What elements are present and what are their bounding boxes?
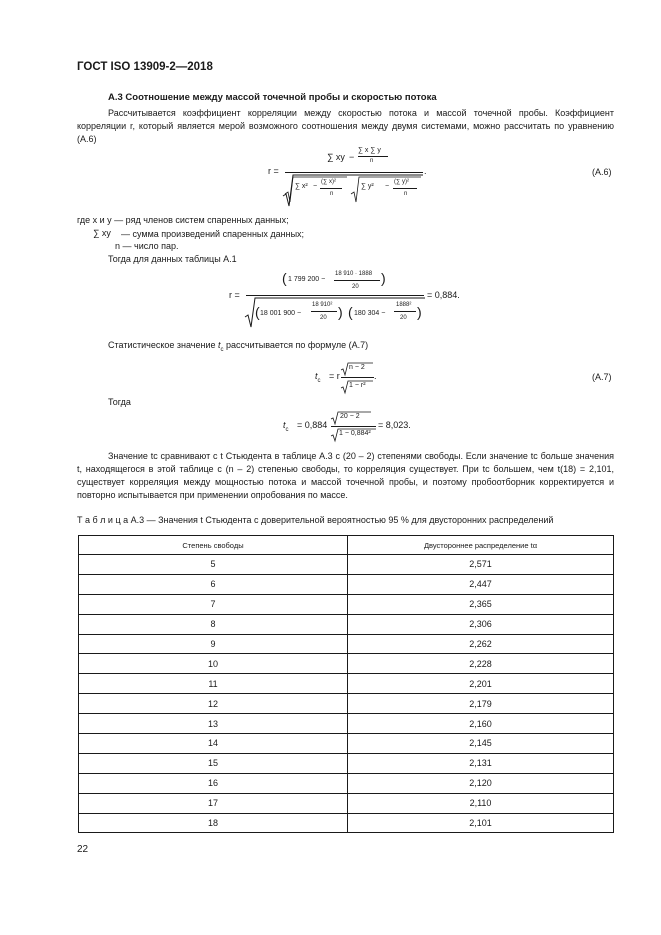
- cell-t-value: 2,110: [348, 793, 614, 813]
- eq-a6-den-n2: n: [404, 191, 408, 197]
- r-calc-lhs: r =: [229, 290, 240, 300]
- where-line-1: где x и y — ряд членов систем спаренных данных;: [77, 215, 289, 225]
- eq-a6-sum-x-squared: (∑ x)²: [321, 179, 336, 185]
- conclusion-text: Значение tc сравнивают с t Стьюдента в таблице А.3 с (20 – 2) степенями свободы. Если значение tc больше значения t, находящегося в этой таблице с (n – 2) степенью свободы, то корреляция существует. При tc большем, чем t(18) = 2,101, существует корреляция между мощностью потока и массой точечной пробы, и поэтому пробоотборник корректируется и повторно испытывается при применении опробования по массе.: [77, 451, 614, 500]
- cell-degrees: 5: [79, 555, 348, 575]
- cell-t-value: 2,306: [348, 614, 614, 634]
- where-sum-xy: ∑ xy: [93, 228, 111, 238]
- eq-a6-main-fraction-line: [285, 172, 423, 173]
- eq-a7-den: 1 − r²: [349, 382, 366, 389]
- table-row: [79, 734, 614, 754]
- page-number: 22: [77, 844, 89, 855]
- cell-degrees: 10: [79, 654, 348, 674]
- r-calc-num-frac-bot: 20: [352, 284, 359, 290]
- cell-t-value: 2,131: [348, 753, 614, 773]
- then-text: Тогда: [108, 397, 131, 407]
- conclusion-paragraph: [77, 450, 614, 502]
- r-calc-num-a: 1 799 200 −: [288, 276, 326, 283]
- eq-a6-num-minus: −: [349, 152, 355, 162]
- eq-a7-label: (А.7): [592, 372, 612, 382]
- table-row: [79, 674, 614, 694]
- r-calc-main-fraction-line: [246, 295, 424, 296]
- eq-a6-sum-x2: ∑ x²: [295, 183, 308, 190]
- cell-degrees: 9: [79, 634, 348, 654]
- eq-a6-lhs: r =: [268, 166, 279, 176]
- table-row: [79, 694, 614, 714]
- r-calc-num-frac-top: 18 910 · 1888: [335, 271, 373, 277]
- table-row: [79, 634, 614, 654]
- cell-degrees: 6: [79, 574, 348, 594]
- intro-text: Рассчитывается коэффициент корреляции между скоростью потока и массой точечной пробы. Коэффициент корреляции r, который является мерой возможного соотношения между двумя системами, можно рассчитать по уравнению (А.6): [77, 108, 614, 144]
- table-row: [79, 773, 614, 793]
- cell-t-value: 2,145: [348, 734, 614, 754]
- t-calc-num: 20 − 2: [340, 413, 360, 420]
- table-caption-text: — Значения t Стьюдента с доверительной вероятностью 95 % для двусторонних распределений: [144, 515, 554, 525]
- where-line-2: — сумма произведений спаренных данных;: [121, 229, 305, 239]
- table-row: [79, 793, 614, 813]
- intro-paragraph: [77, 107, 614, 146]
- table-row: [79, 574, 614, 594]
- cell-degrees: 14: [79, 734, 348, 754]
- then-table-text: Тогда для данных таблицы А.1: [108, 254, 237, 264]
- cell-degrees: 16: [79, 773, 348, 793]
- table-row: [79, 594, 614, 614]
- table-row: [79, 614, 614, 634]
- cell-t-value: 2,571: [348, 555, 614, 575]
- section-title: А.3 Соотношение между массой точечной пробы и скоростью потока: [108, 92, 437, 103]
- cell-degrees: 7: [79, 594, 348, 614]
- cell-degrees: 8: [79, 614, 348, 634]
- r-calc-den-b-bot: 20: [400, 315, 407, 321]
- eq-a6-num-n: n: [370, 158, 374, 164]
- eq-a7-eq: = r: [329, 371, 340, 381]
- column-header-distribution: Двустороннее распределение tα: [348, 536, 614, 555]
- cell-t-value: 2,201: [348, 674, 614, 694]
- t-calc-result: = 8,023.: [378, 420, 411, 430]
- cell-t-value: 2,365: [348, 594, 614, 614]
- table-header-row: [79, 536, 614, 555]
- t-calc-eq: = 0,884: [297, 420, 328, 430]
- cell-t-value: 2,262: [348, 634, 614, 654]
- eq-a7-num: n − 2: [349, 364, 365, 371]
- eq-a7-lhs: $t_c$: [315, 371, 321, 384]
- document-header: ГОСТ ISO 13909-2—2018: [77, 61, 213, 73]
- eq-a6-sum-y2: ∑ y²: [361, 183, 374, 190]
- cell-t-value: 2,120: [348, 773, 614, 793]
- cell-degrees: 13: [79, 714, 348, 734]
- r-calc-den-b-top: 1888²: [396, 302, 412, 308]
- table-row: [79, 753, 614, 773]
- cell-t-value: 2,228: [348, 654, 614, 674]
- cell-degrees: 18: [79, 813, 348, 833]
- stat-text: Статистическое значение $t_c$ рассчитывается по формуле (А.7): [108, 340, 369, 353]
- eq-a6-sum-y-squared: (∑ y)²: [394, 179, 409, 185]
- r-calc-den-a-top: 18 910²: [312, 302, 333, 308]
- table-caption-prefix: Т а б л и ц а А.3: [77, 515, 145, 525]
- cell-t-value: 2,101: [348, 813, 614, 833]
- r-calc-den-b: 180 304 −: [354, 310, 386, 317]
- column-header-degrees: Степень свободы: [79, 536, 348, 555]
- table-row: [79, 813, 614, 833]
- cell-degrees: 15: [79, 753, 348, 773]
- eq-a6-left-radical: [285, 176, 347, 204]
- cell-t-value: 2,160: [348, 714, 614, 734]
- table-row: [79, 654, 614, 674]
- t-calc-den: 1 − 0,884²: [339, 430, 371, 437]
- cell-degrees: 11: [79, 674, 348, 694]
- eq-a6-right-radical: [351, 176, 421, 204]
- table-body: [79, 555, 614, 833]
- eq-a6-sum-x-sum-y: ∑ x ∑ y: [358, 147, 381, 154]
- t-calc-lhs: $t_c$: [283, 420, 289, 433]
- r-calc-den-a-bot: 20: [320, 315, 327, 321]
- eq-a6-label: (А.6): [592, 167, 612, 177]
- table-caption: [77, 515, 553, 525]
- r-calc-result: = 0,884.: [427, 290, 460, 300]
- where-line-3: n — число пар.: [115, 241, 179, 251]
- eq-a6-sum-xy: ∑ xy: [327, 152, 345, 162]
- cell-degrees: 17: [79, 793, 348, 813]
- table-row: [79, 714, 614, 734]
- r-calc-den-a: 18 001 900 −: [260, 310, 302, 317]
- table-row: [79, 555, 614, 575]
- cell-t-value: 2,179: [348, 694, 614, 714]
- student-t-table: [78, 535, 614, 833]
- eq-a6-den-n1: n: [330, 191, 334, 197]
- cell-degrees: 12: [79, 694, 348, 714]
- cell-t-value: 2,447: [348, 574, 614, 594]
